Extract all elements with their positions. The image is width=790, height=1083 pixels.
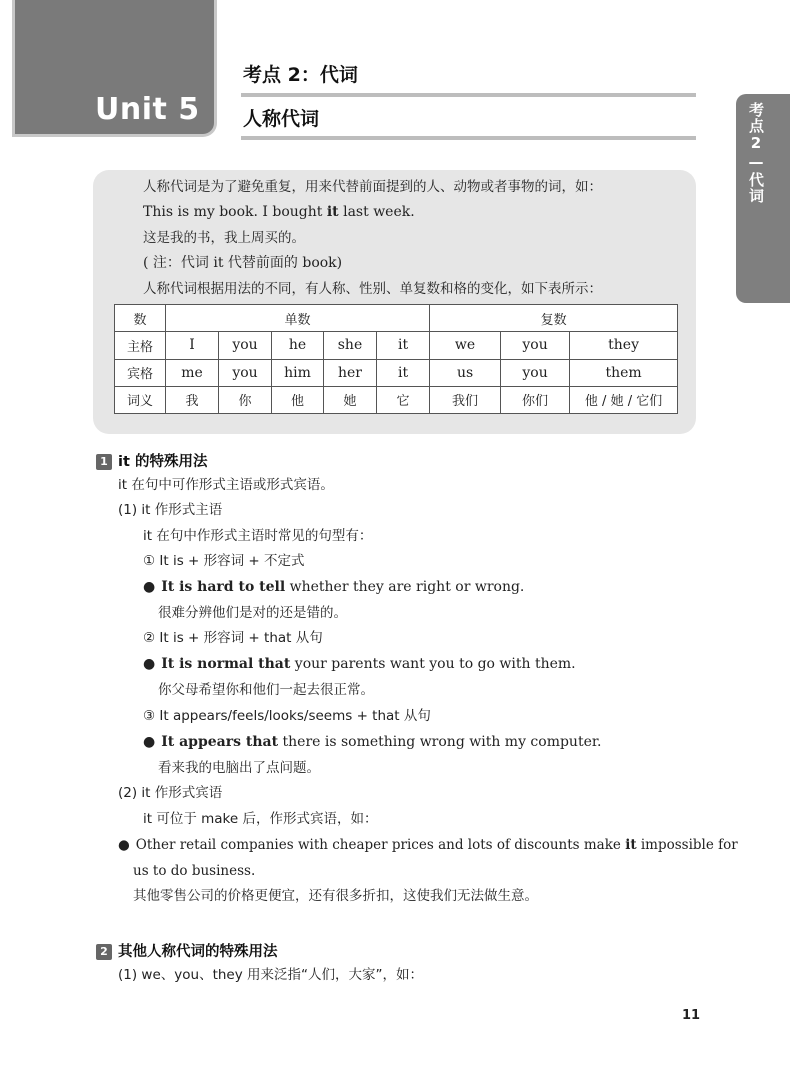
table-header-row — [115, 305, 678, 332]
example-2-bold: It is normal that — [161, 656, 291, 672]
sub-2-title: (2) it 作形式宾语 — [118, 785, 223, 801]
section-1-intro: it 在句中可作形式主语或形式宾语。 — [118, 477, 334, 493]
table-row — [115, 386, 678, 413]
section-1-number: 1 — [96, 454, 112, 470]
example-3-rest: there is something wrong with my computer. — [278, 734, 602, 750]
table-row — [115, 332, 678, 359]
table-cell: we — [430, 332, 501, 359]
intro-note: ( 注：代词 it 代替前面的 book) — [143, 255, 343, 271]
intro-example-c: last week. — [338, 204, 415, 220]
pattern-1: ① It is + 形容词 + 不定式 — [143, 553, 305, 569]
table-row-label: 主格 — [115, 332, 166, 359]
table-cell: 他 — [272, 386, 324, 413]
table-cell: it — [377, 332, 430, 359]
section-2-title: 其他人称代词的特殊用法 — [118, 944, 278, 960]
bullet-icon: ● — [143, 579, 156, 595]
table-row — [115, 359, 678, 386]
sub-1-title: (1) it 作形式主语 — [118, 502, 223, 518]
section-2-heading — [96, 940, 278, 961]
table-cell: him — [272, 359, 324, 386]
table-cell: 你 — [219, 386, 272, 413]
table-cell: it — [377, 359, 430, 386]
bullet-icon: ● — [143, 656, 156, 672]
example-2-translation: 你父母希望你和他们一起去很正常。 — [158, 682, 374, 698]
table-cell: 它 — [377, 386, 430, 413]
table-cell: us — [430, 359, 501, 386]
pronoun-table — [114, 304, 678, 414]
unit-block — [12, 0, 217, 137]
pattern-2: ② It is + 形容词 + that 从句 — [143, 630, 323, 646]
table-row-label: 宾格 — [115, 359, 166, 386]
example-4-a: Other retail companies with cheaper prices and lots of discounts make — [135, 837, 626, 853]
example-4-translation: 其他零售公司的价格更便宜，还有很多折扣，这使我们无法做生意。 — [133, 888, 538, 904]
example-1 — [143, 577, 524, 597]
sub-title: 人称代词 — [243, 108, 320, 130]
example-2-rest: your parents want you to go with them. — [290, 656, 576, 672]
table-corner: 数 — [115, 305, 166, 332]
table-cell: 他 / 她 / 它们 — [570, 386, 678, 413]
title-rule-bottom — [241, 136, 696, 140]
section-2-number: 2 — [96, 944, 112, 960]
table-cell: 我们 — [430, 386, 501, 413]
table-cell: her — [324, 359, 377, 386]
table-cell: you — [219, 332, 272, 359]
intro-line-5: 人称代词根据用法的不同，有人称、性别、单复数和格的变化，如下表所示： — [143, 281, 602, 297]
table-row-label: 词义 — [115, 386, 166, 413]
example-1-translation: 很难分辨他们是对的还是错的。 — [158, 605, 347, 621]
section-1-title: it 的特殊用法 — [118, 454, 208, 470]
example-3 — [143, 732, 601, 752]
example-2 — [143, 654, 576, 674]
example-4-c: impossible for — [636, 837, 738, 853]
table-cell: me — [166, 359, 219, 386]
table-cell: them — [570, 359, 678, 386]
page-number: 11 — [682, 1008, 701, 1023]
example-1-rest: whether they are right or wrong. — [285, 579, 525, 595]
section-title: 考点 2：代词 — [243, 64, 358, 86]
section-1-heading — [96, 450, 207, 471]
table-cell: you — [501, 332, 570, 359]
sub-1-intro: it 在句中作形式主语时常见的句型有： — [143, 528, 373, 544]
table-cell: 她 — [324, 386, 377, 413]
bullet-icon: ● — [143, 734, 156, 750]
intro-example-it: it — [326, 204, 339, 220]
example-1-bold: It is hard to tell — [161, 579, 286, 595]
table-cell: they — [570, 332, 678, 359]
example-4-line-2: us to do business. — [133, 863, 256, 879]
example-3-translation: 看来我的电脑出了点问题。 — [158, 760, 320, 776]
table-cell: 我 — [166, 386, 219, 413]
table-cell: 你们 — [501, 386, 570, 413]
unit-label: Unit 5 — [95, 92, 200, 127]
table-cell: he — [272, 332, 324, 359]
title-rule-top — [241, 93, 696, 97]
side-tab-label: 考点2—代词 — [747, 102, 765, 204]
table-plural-header: 复数 — [430, 305, 678, 332]
table-cell: she — [324, 332, 377, 359]
side-tab — [736, 94, 790, 303]
example-4 — [118, 835, 738, 855]
table-cell: I — [166, 332, 219, 359]
pattern-3: ③ It appears/feels/looks/seems + that 从句 — [143, 708, 431, 724]
intro-line-1: 人称代词是为了避免重复，用来代替前面提到的人、动物或者事物的词，如： — [143, 179, 602, 195]
intro-example — [143, 202, 415, 222]
section-2-sub-1: (1) we、you、they 用来泛指“人们，大家”，如： — [118, 967, 423, 983]
table-cell: you — [219, 359, 272, 386]
example-4-it: it — [625, 837, 637, 853]
bullet-icon: ● — [118, 837, 130, 853]
sub-2-intro: it 可位于 make 后，作形式宾语，如： — [143, 811, 378, 827]
example-3-bold: It appears that — [161, 734, 279, 750]
table-cell: you — [501, 359, 570, 386]
intro-example-a: This is my book. I bought — [143, 204, 327, 220]
table-singular-header: 单数 — [166, 305, 430, 332]
intro-line-3: 这是我的书，我上周买的。 — [143, 230, 305, 246]
